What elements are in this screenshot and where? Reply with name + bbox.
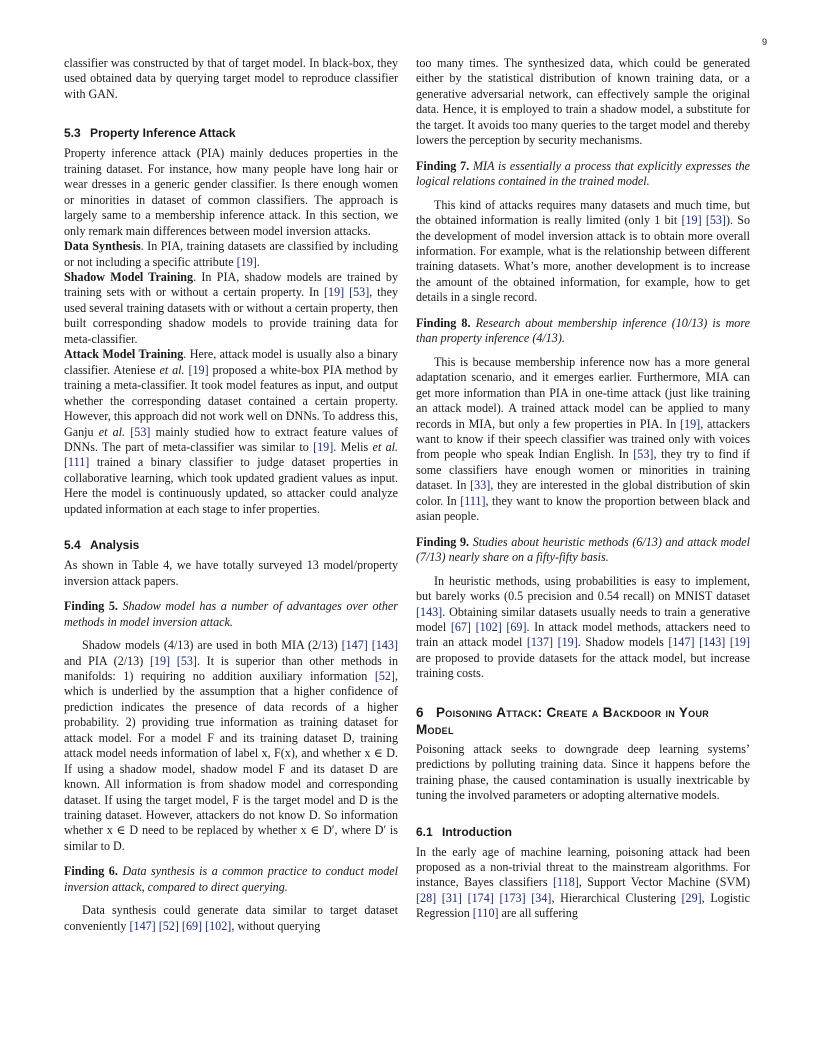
citation-link[interactable]: [147] bbox=[129, 918, 156, 933]
citation-link[interactable]: [31] bbox=[441, 890, 462, 905]
citation-link[interactable]: [110] bbox=[472, 906, 499, 921]
finding-7 bbox=[416, 159, 750, 190]
finding-8 bbox=[416, 316, 750, 347]
attack-model-paragraph bbox=[64, 347, 398, 517]
finding-text: Shadow model has a number of advantages over other methods in model inversion attack. bbox=[64, 599, 398, 629]
text: , attackers want to know if their speech classifier was trained only with voices from people who speak Indian English. In bbox=[416, 416, 750, 462]
section-number: 6.1 bbox=[416, 824, 433, 839]
citation-link[interactable]: [19] bbox=[729, 635, 750, 650]
analysis-paragraph: As shown in Table 4, we have totally surveyed 13 model/property inversion attack papers. bbox=[64, 558, 398, 588]
citation-link[interactable]: [69] bbox=[181, 918, 203, 933]
finding-6 bbox=[64, 864, 398, 895]
citation-link[interactable]: [34] bbox=[531, 890, 552, 905]
section-title: Property Inference Attack bbox=[90, 126, 236, 141]
citation-link[interactable]: [53] bbox=[130, 424, 151, 439]
text: are all suffering bbox=[498, 906, 578, 921]
finding-text: Data synthesis is a common practice to conduct model inversion attack, compared to direct querying. bbox=[64, 864, 398, 894]
section-5-4-heading bbox=[64, 538, 398, 553]
shadow-advantages-paragraph bbox=[64, 638, 398, 854]
citation-link[interactable]: [147] bbox=[341, 638, 368, 653]
finding-5 bbox=[64, 599, 398, 630]
text: , they try to find if some classifiers have enough women or minorities in training dataset. In bbox=[416, 447, 750, 493]
citation-link[interactable]: [174] bbox=[467, 890, 494, 905]
citation-link[interactable]: [67] bbox=[450, 619, 471, 634]
shadow-model-paragraph bbox=[64, 270, 398, 347]
finding-text: Research about membership inference (10/13) is more than property inference (4/13). bbox=[416, 315, 750, 346]
citation-link[interactable]: [19] bbox=[149, 653, 171, 668]
run-in-heading: Shadow Model Training bbox=[64, 269, 194, 284]
text: are proposed to provide datasets for the attack model, but increase training costs. bbox=[416, 650, 750, 681]
page-number: 9 bbox=[762, 37, 768, 47]
data-synthesis-paragraph: Data Synthesis. In PIA, training datasets are classified by including or not including a specific attribute [19]. bbox=[64, 239, 398, 269]
poisoning-intro-paragraph: Poisoning attack seeks to downgrade deep learning systems’ predictions by polluting training data. Since it happens before the training phase, the caused contamination is usually inextricable by tuning the involved parameters or adopting alternative models. bbox=[416, 741, 750, 803]
section-5-3-heading bbox=[64, 126, 398, 141]
citation-link[interactable]: [143] bbox=[371, 638, 398, 653]
section-number: 6 bbox=[416, 704, 424, 720]
citation-link[interactable]: [52] bbox=[374, 668, 395, 683]
citation-link[interactable]: [143] bbox=[699, 635, 726, 650]
text: , Hierarchical Clustering bbox=[551, 890, 682, 905]
text: , they used several training datasets with or without a certain property, then built corresponding shadow models to provide training data for meta-classifier. bbox=[64, 285, 399, 346]
section-title: Analysis bbox=[90, 538, 140, 553]
text: , they want to know the proportion between black and asian people. bbox=[416, 493, 750, 524]
text: trained a binary classifier to judge dataset properties in collaborative learning, which took updated gradient values as input. Here the model is continuously updated, so attacker could analyze updated information at each stage to infer properties. bbox=[64, 455, 398, 516]
text: , which is underlied by the assumption that a higher confidence of prediction indicates the presence of data records of a higher probability. 2) providing true information as training dataset for attack model. For a model F and its training dataset D, training attack model needs information of label x, F(x), and whether x ∈ D. If using a shadow model, shadow model F and its dataset D are known. All information is from shadow model and corresponding dataset. If using the target model, F is the target model and D is the training dataset. However, attackers do not know D. So information whether x ∈ D need to be replaced by whether x ∈ D′, where D′ is similar to D. bbox=[64, 668, 398, 853]
section-6-1-heading bbox=[416, 825, 750, 840]
text: , Support Vector Machine (SVM) bbox=[578, 875, 750, 890]
finding-text: MIA is essentially a process that explicitly expresses the logical relations contained in the trained model. bbox=[416, 158, 750, 189]
citation-link[interactable]: [19] bbox=[313, 439, 334, 454]
finding-9 bbox=[416, 535, 750, 566]
text: Shadow models (4/13) are used in both MIA (2/13) bbox=[82, 638, 342, 653]
poisoning-history-paragraph bbox=[416, 845, 750, 922]
citation-link[interactable]: [147] bbox=[668, 635, 695, 650]
text: In heuristic methods, using probabilities is easy to implement, but barely works (0.5 precision and 0.54 recall) on MNIST dataset bbox=[416, 573, 750, 604]
section-number: 5.4 bbox=[64, 538, 81, 553]
text: . In PIA, training datasets are classified by including or not including a specific attribute bbox=[64, 239, 398, 269]
section-number: 5.3 bbox=[64, 126, 81, 141]
attack-limits-paragraph bbox=[416, 198, 750, 306]
citation-link[interactable]: [29] bbox=[681, 890, 702, 905]
citation-link[interactable]: [28] bbox=[416, 890, 437, 905]
data-synthesis-analysis-paragraph bbox=[64, 903, 398, 934]
finding-label: Finding 5. bbox=[64, 599, 118, 614]
citation-link[interactable]: [53] bbox=[349, 285, 370, 300]
citation-link[interactable]: [137] bbox=[526, 635, 554, 650]
citation-link[interactable]: [19] bbox=[557, 635, 578, 650]
citation-link[interactable]: [53] bbox=[705, 213, 726, 228]
citation-link[interactable]: [143] bbox=[416, 604, 443, 619]
intro-paragraph: classifier was constructed by that of target model. In black-box, they used obtained data by querying target model to reproduce classifier with GAN. bbox=[64, 56, 398, 101]
citation-link[interactable]: [19] bbox=[236, 254, 257, 269]
section-6-heading bbox=[416, 704, 750, 738]
text: Data synthesis could generate data similar to target dataset conveniently bbox=[64, 903, 398, 933]
pia-intro-paragraph: Property inference attack (PIA) mainly deduces properties in the training dataset. For instance, how many people have long hair or wear dresses in a generic gender classifier. Is there enough women or minorities in dataset of common classifiers. The approach is largely same to a membership inference attack. In this section, we only remark main differences between model inversion attacks. bbox=[64, 146, 398, 238]
text: . Melis bbox=[333, 439, 373, 454]
et-al: et al. bbox=[159, 362, 185, 377]
section-title: Poisoning Attack: Create a Backdoor in Your Model bbox=[416, 704, 710, 737]
citation-link[interactable]: [102] bbox=[475, 619, 502, 634]
synthesized-data-paragraph: too many times. The synthesized data, which could be generated either by the statistical distribution of known training data, or a generative adversarial network, can effectively sample the original data. Hence, it is employed to train a shadow model, a substitute for the target. It avoids too many queries to the target model and thereby lowers the perception by security mechanisms. bbox=[416, 56, 750, 148]
citation-link[interactable]: [19] bbox=[188, 362, 209, 377]
text: , without querying bbox=[231, 918, 321, 933]
text: and PIA (2/13) bbox=[64, 653, 150, 668]
text: , they are interested in the global distribution of skin color. In bbox=[416, 478, 750, 508]
text: . In attack model methods, attackers need to train an attack model bbox=[416, 619, 750, 650]
finding-label: Finding 9. bbox=[416, 534, 470, 549]
citation-link[interactable]: [33] bbox=[470, 478, 491, 493]
text: . In PIA, shadow models are trained by training sets with or without a certain property. In bbox=[64, 269, 398, 300]
et-al: et al. bbox=[372, 439, 398, 454]
section-title: Introduction bbox=[442, 824, 512, 839]
citation-link[interactable]: [69] bbox=[506, 619, 527, 634]
citation-link[interactable]: [111] bbox=[460, 493, 486, 508]
citation-link[interactable]: [19] bbox=[680, 416, 701, 431]
citation-link[interactable]: [19] bbox=[324, 285, 345, 300]
text: This kind of attacks requires many datasets and much time, but the obtained information is really limited (only 1 bit bbox=[416, 197, 750, 228]
citation-link[interactable]: [19] bbox=[681, 213, 702, 228]
text: , Logistic Regression bbox=[416, 890, 750, 921]
citation-link[interactable]: [102] bbox=[205, 918, 232, 933]
text: . It is superior than other methods in manifolds: 1) requiring no addition auxiliary information bbox=[64, 653, 398, 683]
text: . Shadow models bbox=[577, 635, 669, 650]
heuristic-methods-paragraph bbox=[416, 574, 750, 682]
citation-link[interactable]: [173] bbox=[499, 890, 526, 905]
run-in-heading: Data Synthesis bbox=[64, 239, 141, 254]
text: proposed a white-box PIA method by training a meta-classifier. It took model features as input, and output whether the corresponding dataset contained a certain property. However, this approach did not work well on DNNs. To address this, Ganju bbox=[64, 362, 399, 439]
text: ). So the development of model inversion attack is to obtain more overall information. For example, what is the relationship between different training datasets. What’s more, another development is to increase the amount of the obtained information, for example, how to get details in a single record. bbox=[416, 213, 750, 305]
finding-text: Studies about heuristic methods (6/13) and attack model (7/13) nearly share on a fifty-fifty basis. bbox=[416, 534, 751, 565]
text: . Obtaining similar datasets usually needs to train a generative model bbox=[416, 604, 750, 634]
finding-label: Finding 7. bbox=[416, 158, 470, 173]
citation-link[interactable]: [52] bbox=[158, 918, 179, 933]
citation-link[interactable]: [53] bbox=[633, 447, 654, 462]
text: mainly studied how to extract feature values of DNNs. The part of meta-classifier was similar to bbox=[64, 424, 398, 454]
right-column bbox=[416, 56, 750, 922]
left-column bbox=[64, 56, 398, 934]
et-al: et al. bbox=[98, 424, 126, 439]
citation-link[interactable]: [53] bbox=[176, 653, 197, 668]
membership-inference-paragraph bbox=[416, 355, 750, 525]
run-in-heading: Attack Model Training bbox=[64, 347, 184, 362]
text: In the early age of machine learning, poisoning attack had been proposed as a non-trivial threat to the mainstream algorithms. For instance, Bayes classifiers bbox=[416, 844, 750, 890]
finding-label: Finding 8. bbox=[416, 315, 471, 330]
finding-label: Finding 6. bbox=[64, 864, 118, 879]
text: . Here, attack model is usually also a binary classifier. Ateniese bbox=[64, 347, 398, 377]
text: This is because membership inference now has a more general adaptation scenario, and it emerges earlier. Furthermore, MIA can get more information than PIA in one-time attack (just like training an attack model). A trained attack model can be applied to many records in MIA, but only a few properties in PIA. In bbox=[416, 354, 750, 431]
citation-link[interactable]: [118] bbox=[553, 875, 579, 890]
citation-link[interactable]: [111] bbox=[64, 455, 90, 470]
